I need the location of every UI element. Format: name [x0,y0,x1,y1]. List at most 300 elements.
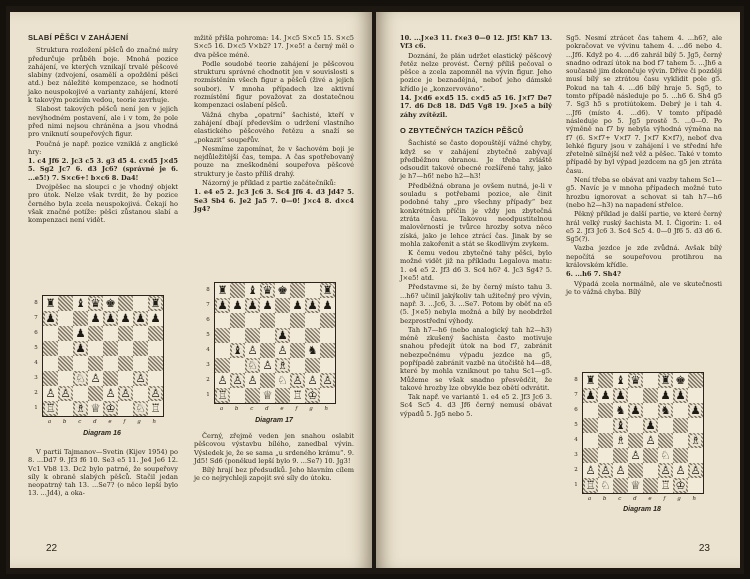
square-e3 [103,371,118,386]
square-g5 [133,341,148,356]
square-h3 [148,371,163,386]
square-d1 [628,478,643,493]
rank-label: 5 [206,331,210,338]
file-label: g [137,419,141,425]
chess-piece-icon: ♙ [90,370,101,385]
square-f8 [118,296,133,311]
square-b2 [58,386,73,401]
chess-piece-icon: ♟ [307,297,318,312]
chess-piece-icon: ♜ [322,282,333,297]
chess-piece-icon: ♟ [645,417,656,432]
square-d5 [628,418,643,433]
square-h4 [688,433,703,448]
square-d3 [628,448,643,463]
square-b1 [230,388,245,403]
chess-piece-icon: ♟ [75,325,86,340]
rank-label: 8 [574,376,578,383]
square-a3 [215,358,230,373]
rank-label: 7 [206,301,210,308]
square-h7 [320,298,335,313]
square-h4 [320,343,335,358]
square-f7 [290,298,305,313]
file-label: g [309,406,313,412]
square-a4 [215,343,230,358]
section-heading: O ZBYTEČNÝCH TAZÍCH PĚŠCŮ [400,125,524,135]
chess-piece-icon: ♖ [150,400,161,415]
chess-piece-icon: ♟ [322,297,333,312]
chess-piece-icon: ♔ [105,400,116,415]
left-col-2-bottom [194,432,354,484]
chess-piece-icon: ♟ [292,297,303,312]
chess-piece-icon: ♟ [277,327,288,342]
square-d5 [88,341,103,356]
paragraph: Vážná chyba „opatrní“ šachisté, kteří v zahájení dbají především o udržení vlastního elastického pěšcového řetězu a snaží se „pokazit“ soupeřův. [194,110,354,144]
move-sequence: 1. c4 Jf6 2. Jc3 c5 3. g3 d5 4. c×d5 J×d5 5. Sg2 Jc7 6. d3 Jc6? (správné je 6. ...e5!) 7. S×c6+! b×c6 8. Da4! [28,157,178,182]
square-d2 [628,463,643,478]
square-f1 [290,388,305,403]
square-d3 [88,371,103,386]
square-f7 [118,311,133,326]
chess-piece-icon: ♙ [247,372,258,387]
chess-piece-icon: ♙ [585,462,596,477]
left-col-1 [28,34,178,226]
left-col-1-bottom [28,448,178,499]
chess-piece-icon: ♙ [322,372,333,387]
square-e3 [643,448,658,463]
square-e8 [643,373,658,388]
chess-piece-icon: ♕ [630,477,641,492]
chess-piece-icon: ♖ [585,477,596,492]
square-g7 [673,388,688,403]
square-g6 [305,313,320,328]
chess-piece-icon: ♟ [262,297,273,312]
rank-label: 6 [574,406,578,413]
chess-piece-icon: ♗ [615,432,626,447]
chess-piece-icon: ♖ [217,387,228,402]
square-d8 [628,373,643,388]
rank-label: 5 [574,421,578,428]
square-f5 [118,341,133,356]
chess-piece-icon: ♙ [690,462,701,477]
chess-piece-icon: ♙ [135,370,146,385]
rank-label: 2 [34,389,38,396]
square-g4 [133,356,148,371]
rank-label: 4 [574,436,578,443]
chess-piece-icon: ♕ [90,400,101,415]
square-e1 [643,478,658,493]
paragraph: Bílý hrají bez předsudků. Jeho hlavním cílem je co nejrychleji zapojit své síly do útoku. [194,466,354,483]
square-c1 [613,478,628,493]
file-label: c [618,496,622,502]
square-a7 [43,311,58,326]
move-sequence: 10. ...J×e3 11. f×e3 0—0 12. Jf5! Kh7 13. Vf3 c6. [400,34,552,51]
chess-piece-icon: ♙ [307,372,318,387]
square-d4 [628,433,643,448]
file-label: d [93,419,97,425]
diagram-caption: Diagram 17 [255,417,293,424]
square-d2 [88,386,103,401]
paragraph: Struktura rozložení pěšců do značné míry předurčuje průběh boje. Mnohá pozice zahájení, ve kterých vznikají trvalé pěšcové slabiny (zdvojení, osamělí a opoždění pěšci atd.) bez náležité kompenzace, se hodnotí jako neuspokojivé a varianty zahájení, které k takovým pozicím vedou, teorie zavrhuje. [28,46,178,105]
square-a6 [583,403,598,418]
file-label: f [295,406,298,412]
square-d4 [260,343,275,358]
chess-piece-icon: ♛ [90,295,101,310]
paragraph: Předběžná obrana je ovšem nutná, je-li v souladu s potřebami pozice, ale činit podobné tahy „pro všechny případy“ bez konkrétních příčin je vždy jen zbytečná ztráta času. Takovou neodpustitelnou malověrností je tvůrce hrozby sotva něco získá, jako je lehce ztrácí čas. Jinak by se mohla zakořenit a stát se škodlivým zvykem. [400,181,552,248]
square-a5 [583,418,598,433]
square-e8 [275,283,290,298]
square-e1 [103,401,118,416]
square-a6 [43,326,58,341]
rank-label: 1 [206,391,210,398]
square-e5 [643,418,658,433]
square-h8 [688,373,703,388]
paragraph: Podle soudobé teorie zahájení je pěšcovou strukturu správné chodnotit jen v souvislosti s rozmístěním všech figur a pěšců (živé a jejich soubor). V mnoha případech lze aktivní rozmístění figur považovat za dostatečnou kompenzaci oslabení pěšců. [194,59,354,110]
square-b4 [58,356,73,371]
paragraph: Není třeba se obávat ani vazby tahem Sc1—g5. Navíc je v mnoha případech možné tuto hrozbu ignorovat a schovat si tah h7—h6 (nebo h2—h3) na napadení střelce. [566,176,722,209]
chess-piece-icon: ♟ [75,340,86,355]
chess-piece-icon: ♙ [600,462,611,477]
square-b7 [230,298,245,313]
square-h1 [320,388,335,403]
square-f6 [658,403,673,418]
square-c1 [245,388,260,403]
rank-label: 4 [206,346,210,353]
square-b6 [598,403,613,418]
square-c7 [613,388,628,403]
file-labels [42,419,162,427]
chess-piece-icon: ♝ [615,417,626,432]
square-f2 [658,463,673,478]
rank-label: 1 [34,404,38,411]
square-b1 [58,401,73,416]
square-h5 [688,418,703,433]
chess-piece-icon: ♟ [90,310,101,325]
square-e4 [643,433,658,448]
square-c8 [73,296,88,311]
square-c6 [613,403,628,418]
file-label: c [250,406,254,412]
chess-piece-icon: ♚ [105,295,116,310]
square-a3 [43,371,58,386]
chess-piece-icon: ♙ [645,432,656,447]
square-e6 [275,313,290,328]
square-a1 [583,478,598,493]
book-spread [6,6,744,574]
square-h6 [148,326,163,341]
chess-piece-icon: ♙ [615,462,626,477]
file-label: h [692,496,697,502]
square-c3 [73,371,88,386]
square-d1 [260,388,275,403]
square-c4 [245,343,260,358]
square-d3 [260,358,275,373]
square-b3 [598,448,613,463]
square-g5 [305,328,320,343]
chess-piece-icon: ♟ [585,387,596,402]
right-page [376,12,740,568]
square-h8 [320,283,335,298]
paragraph: Pěkný příklad je další partie, ve které černý hrál velký ruský šachista M. I. Čigorin: 1. e4 e5 2. Jf3 Jc6 3. Sc4 Sc5 4. 0—0 Jf6 5. d3 d6 6. Sg5(?). [566,210,722,244]
square-h7 [688,388,703,403]
rank-label: 4 [34,359,38,366]
file-label: b [602,496,607,502]
paragraph: Dvojpěšec na sloupci c je vhodný objekt pro útok. Nelze však tvrdit, že by pozice černého byla zcela neuspokojivá. Čekají ho však značné potíže: pěšci zůstanou slabí a kompenzaci není vidět. [28,183,178,225]
paragraph: Vazba jezdce je zde zvůdná. Avšak bílý nepočítá se soupeřovou protihrou na královském křídle. [566,244,722,270]
file-label: b [234,406,239,412]
chess-piece-icon: ♙ [247,342,258,357]
file-label: a [219,406,224,412]
square-a2 [215,373,230,388]
file-label: e [108,419,112,425]
square-e1 [275,388,290,403]
square-b5 [230,328,245,343]
square-c3 [613,448,628,463]
chess-piece-icon: ♟ [105,310,116,325]
square-d7 [628,388,643,403]
rank-label: 7 [34,314,38,321]
square-d1 [88,401,103,416]
square-h3 [320,358,335,373]
square-a8 [215,283,230,298]
square-g7 [305,298,320,313]
square-e6 [643,403,658,418]
rank-labels [204,282,212,402]
square-g1 [305,388,320,403]
square-a4 [43,356,58,371]
chess-piece-icon: ♞ [615,402,626,417]
square-f7 [658,388,673,403]
chess-piece-icon: ♟ [660,387,671,402]
left-page [10,12,372,568]
chess-piece-icon: ♙ [120,385,131,400]
section-heading: SLABÍ PĚŠCI V ZAHÁJENÍ [28,33,129,42]
file-label: f [663,496,666,502]
file-label: c [78,419,82,425]
square-b1 [598,478,613,493]
square-a2 [583,463,598,478]
diagram-caption: Diagram 16 [83,430,121,437]
chess-piece-icon: ♙ [150,385,161,400]
square-a4 [583,433,598,448]
chess-piece-icon: ♘ [135,400,146,415]
square-e7 [275,298,290,313]
square-a7 [583,388,598,403]
chess-piece-icon: ♚ [675,372,686,387]
square-c5 [613,418,628,433]
square-g6 [133,326,148,341]
chess-piece-icon: ♘ [600,477,611,492]
square-c1 [73,401,88,416]
chess-piece-icon: ♟ [600,387,611,402]
chess-piece-icon: ♟ [615,387,626,402]
file-label: b [62,419,67,425]
chessboard [582,372,704,494]
square-f3 [290,358,305,373]
chess-piece-icon: ♘ [660,447,671,462]
square-f8 [658,373,673,388]
square-d7 [260,298,275,313]
file-label: e [648,496,652,502]
paragraph: Názorný je příklad z partie začátečníků: [202,179,336,188]
square-e5 [103,341,118,356]
chess-piece-icon: ♟ [247,297,258,312]
square-g3 [133,371,148,386]
square-a1 [43,401,58,416]
chess-piece-icon: ♙ [277,342,288,357]
square-b3 [230,358,245,373]
file-label: e [280,406,284,412]
file-labels [214,406,334,414]
square-g2 [133,386,148,401]
square-b5 [598,418,613,433]
square-g1 [673,478,688,493]
paragraph: Představme si, že by černý místo tahu 3. ...h6? učinil jakýkoliv tah užitečný pro vývin, např. 3. ...Jc6, 3. ...Se7. Potom by oběť na e5 (5. J×e5) nebyla možná a bílý by neobdržel bezprostřední výhody. [400,283,552,325]
chess-piece-icon: ♙ [675,462,686,477]
chess-piece-icon: ♜ [660,372,671,387]
paragraph: V partii Tajmanov—Svetin (Kijev 1954) po 8. ...Dd7 9. Jf3 f6 10. Se3 e5 11. Je4 Je6 12. Vc1 Vb8 13. Dc2 bylo patrné, že soupeřovy síly k obraně slabých pěšců. Stačil jedan neopatrný tah 13. ...Se7? (o něco lepší bylo 13. ...Jd4), a oka- [28,448,178,498]
chess-piece-icon: ♘ [247,357,258,372]
square-f3 [658,448,673,463]
chess-piece-icon: ♙ [60,385,71,400]
chess-piece-icon: ♙ [660,462,671,477]
square-a6 [215,313,230,328]
chess-piece-icon: ♗ [690,432,701,447]
square-b8 [230,283,245,298]
move-sequence: 14. J×d6 e×d5 15. c×d5 a5 16. J×f7 De7 17. d6 Dc8 18. Dd5 Vg8 19. J×e5 a bílý záhy zvítězil. [400,94,552,119]
square-g4 [305,343,320,358]
square-b2 [230,373,245,388]
square-c4 [613,433,628,448]
square-a2 [43,386,58,401]
square-e6 [103,326,118,341]
square-h1 [688,478,703,493]
chess-piece-icon: ♖ [660,477,671,492]
chess-piece-icon: ♘ [277,372,288,387]
rank-label: 5 [34,344,38,351]
square-f2 [290,373,305,388]
file-label: d [633,496,637,502]
square-g8 [673,373,688,388]
square-f5 [290,328,305,343]
square-g4 [673,433,688,448]
chess-piece-icon: ♝ [232,342,243,357]
square-c5 [73,341,88,356]
square-c7 [73,311,88,326]
chess-piece-icon: ♙ [630,447,641,462]
square-d8 [88,296,103,311]
square-b4 [598,433,613,448]
square-b7 [58,311,73,326]
chess-piece-icon: ♙ [105,385,116,400]
square-g3 [673,448,688,463]
chess-piece-icon: ♙ [45,385,56,400]
file-label: g [677,496,681,502]
chess-piece-icon: ♟ [135,310,146,325]
square-g2 [673,463,688,478]
rank-label: 3 [34,374,38,381]
paragraph: Výpadá zcela normálně, ale ve skutečnosti je to vážná chyba. Bílý [566,279,722,296]
paragraph: K čemu vedou zbytečné tahy pěšci, bylo možné vidět již na příkladu Legalova matu: 1. e4 e5 2. Jf3 d6 3. Sc4 h6? 4. Jc3 Sg4? 5. J×e5! atd. [400,249,552,283]
rank-label: 6 [34,329,38,336]
rank-label: 6 [206,316,210,323]
square-h8 [148,296,163,311]
chess-piece-icon: ♜ [45,295,56,310]
move-sequence: 6. ...h6 7. Sh4? [566,270,621,279]
square-e4 [103,356,118,371]
square-c4 [73,356,88,371]
left-col-2 [194,34,354,214]
square-b6 [58,326,73,341]
square-e7 [643,388,658,403]
square-a7 [215,298,230,313]
square-g8 [305,283,320,298]
chess-piece-icon: ♜ [585,372,596,387]
square-h5 [148,341,163,356]
square-c5 [245,328,260,343]
square-c6 [245,313,260,328]
paragraph: Doznání, že plán udržet elastický pěšcový řetěz nelze provést. Černý příliš pečoval o pěšce a zcela zapomněl na vývin figur. Jeho pozice je beznadějná, neboť jeho dámské křídlo je „konzervováno“. [400,51,552,93]
chess-piece-icon: ♝ [247,282,258,297]
chess-piece-icon: ♟ [630,402,641,417]
square-c6 [73,326,88,341]
square-f8 [290,283,305,298]
square-c2 [613,463,628,478]
paragraph: Nesmíme zapomínat, že v šachovém boji je nejdůležitější čas, tempa. A čas spotřebovaný pouze na zneškodnění soupeřova pěšcové struktury je často příliš drahý. [194,144,354,178]
rank-labels [32,295,40,415]
chess-piece-icon: ♟ [232,297,243,312]
square-e2 [103,386,118,401]
file-label: f [123,419,126,425]
square-f4 [658,433,673,448]
paragraph: Černý, zřejmě veden jen snahou oslabit pěšcovou výstavbu bílého, zanedbal vývin. Výsledek je, že se sama „u srdeného krámu“. 9. Jd5! Sd6 (poněkud lepší bylo 9. ...Se7) 10. Jg3! [194,432,354,465]
square-a8 [583,373,598,388]
square-c8 [245,283,260,298]
square-f2 [118,386,133,401]
square-d2 [260,373,275,388]
chess-piece-icon: ♝ [615,372,626,387]
chess-piece-icon: ♔ [675,477,686,492]
paragraph: Tah h7—h6 (nebo analogický tah h2—h3) méně zkušený šachista často motivuje snahou předejít útok na bod f7, zabránit nebezpečnému výpadu jezdce na g5, popřípadě zabránit vazbě na útočiště h4—d8, které by mohla vzniknout po tahu Sc1—g5. Můžeme se však snadno přesvědčit, že takové hrozby lze obvykle bez obětí odvrátit. [400,325,552,392]
file-label: a [587,496,592,502]
square-h5 [320,328,335,343]
chess-piece-icon: ♝ [75,295,86,310]
square-d6 [260,313,275,328]
chess-piece-icon: ♖ [45,400,56,415]
chess-piece-icon: ♟ [217,297,228,312]
chessboard [214,282,336,404]
square-c2 [73,386,88,401]
square-f6 [290,313,305,328]
rank-label: 3 [574,451,578,458]
paragraph: Šachisté se často dopouštějí vážné chyby, když se v zahájení zbytečně zabývají předběžnou obranou. Je třeba zvláště odsoudit takové obecné rozšířené tahy, jako je h7—h6! nebo h2—h3! [400,139,552,181]
square-f6 [118,326,133,341]
chess-piece-icon: ♜ [217,282,228,297]
square-d8 [260,283,275,298]
file-label: h [324,406,329,412]
square-b6 [230,313,245,328]
paragraph: Tak např. ve variantě 1. e4 e5 2. Jf3 Jc6 3. Sc4 Sc5 4. d3 Jf6 černý nemusí obávat výpadů 5. Jg5 nebo 5. [400,393,552,418]
chess-piece-icon: ♘ [75,370,86,385]
rank-labels [572,372,580,492]
square-g2 [305,373,320,388]
square-b7 [598,388,613,403]
chess-piece-icon: ♟ [45,310,56,325]
square-h2 [320,373,335,388]
square-a8 [43,296,58,311]
rank-label: 2 [206,376,210,383]
square-e2 [643,463,658,478]
square-h2 [148,386,163,401]
